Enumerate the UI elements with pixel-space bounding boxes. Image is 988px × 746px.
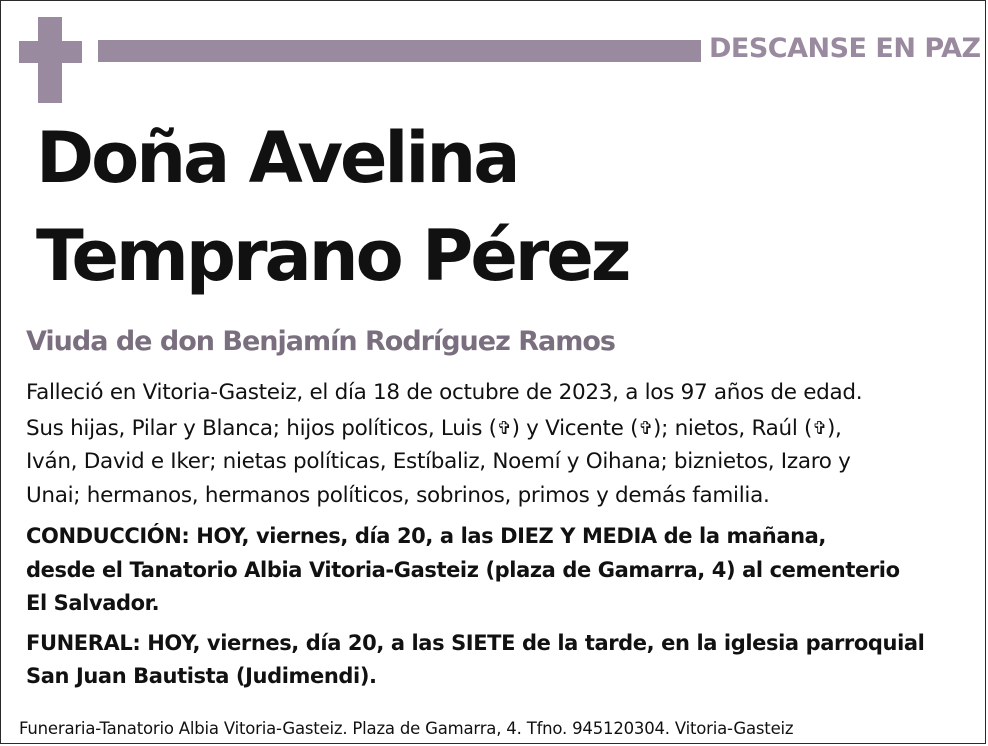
deceased-name-line-1: Doña Avelina [36,117,518,199]
latin-cross-icon [19,17,82,103]
cross-horizontal-bar [19,41,82,63]
death-announcement [26,376,971,410]
family-paragraph [26,412,971,513]
cross-icon: ✞ [496,417,512,439]
cross-icon: ✞ [812,417,827,439]
funeral-line-1: FUNERAL: HOY, viernes, día 20, a las SIETE de la tarde, en la iglesia parroquial [26,630,925,655]
family-line-3: Unai; hermanos, hermanos políticos, sobrinos, primos y demás familia. [26,482,770,508]
family-line-1-part-d: ), [826,415,842,441]
cross-icon: ✞ [638,417,654,439]
funeral-paragraph [26,627,971,694]
header-divider-bar [98,40,701,62]
death-line: Falleció en Vitoria-Gasteiz, el día 18 de octubre de 2023, a los 97 años de edad. [26,380,863,405]
deceased-name [36,109,629,305]
notice-body [26,376,971,694]
banner-text: DESCANSE EN PAZ [709,33,981,64]
funeral-line-2: San Juan Bautista (Judimendi). [26,664,377,688]
family-line-1-part-a: Sus hijas, Pilar y Blanca; hijos políticos, Luis ( [26,415,497,441]
spouse-line: Viuda de don Benjamín Rodríguez Ramos [26,326,615,357]
deceased-name-line-2: Temprano Pérez [36,215,629,297]
funeral-home-footer: Funeraria-Tanatorio Albia Vitoria-Gasteiz. Plaza de Gamarra, 4. Tfno. 945120304. Vitoria-Gasteiz [19,719,794,738]
conduccion-line-1: CONDUCCIÓN: HOY, viernes, día 20, a las DIEZ Y MEDIA de la mañana, [26,524,826,548]
family-line-2: Iván, David e Iker; nietas políticas, Estíbaliz, Noemí y Oihana; biznietos, Izaro y [26,449,851,474]
family-line-1-part-b: ) y Vicente ( [511,415,639,441]
family-line-1 [26,412,971,446]
conduccion-line-2: desde el Tanatorio Albia Vitoria-Gasteiz (plaza de Gamarra, 4) al cementerio [26,557,900,582]
conduccion-paragraph [26,520,971,621]
family-line-1-part-c: ); nietos, Raúl ( [653,415,813,441]
conduccion-line-3: El Salvador. [26,591,160,615]
